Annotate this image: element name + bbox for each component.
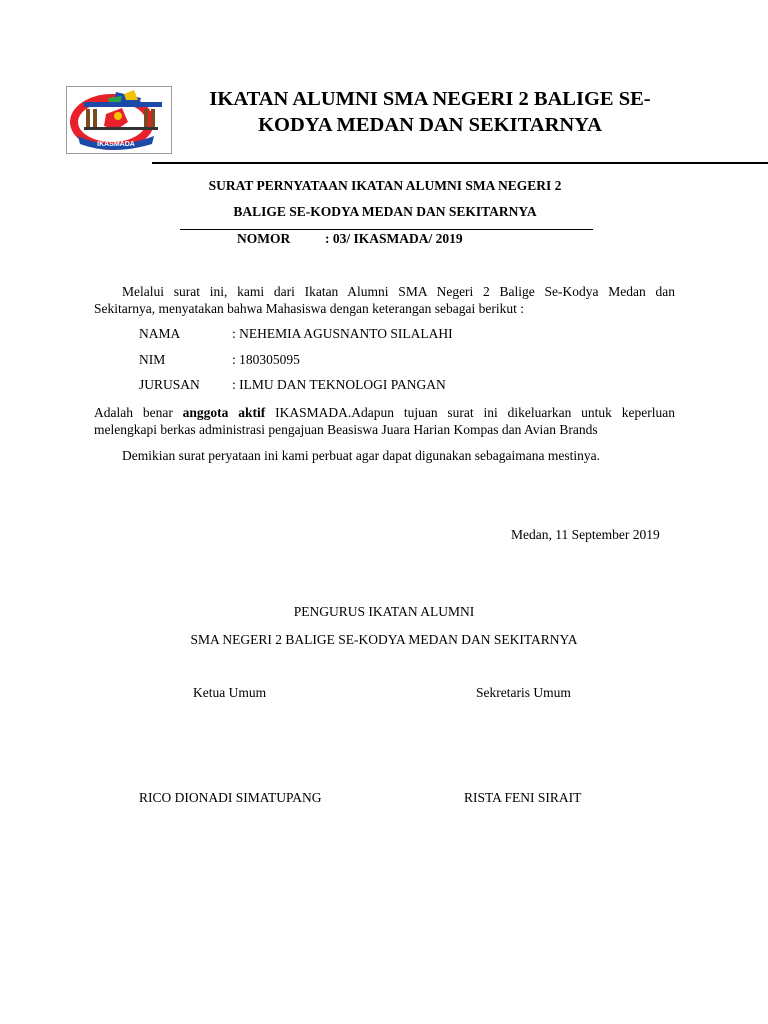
letter-heading-line-2: BALIGE SE-KODYA MEDAN DAN SEKITARNYA [233, 204, 537, 219]
logo-text: IKASMADA [97, 141, 135, 148]
title-line-2: KODYA MEDAN DAN SEKITARNYA [258, 114, 602, 136]
ikasmada-logo [66, 86, 172, 154]
field-label-jurusan: JURUSAN [139, 377, 200, 392]
organization-title [180, 86, 680, 138]
body-line-1 [94, 404, 675, 421]
closing-statement: Demikian surat peryataan ini kami perbuat agar dapat digunakan sebagaimana mestinya. [122, 448, 600, 463]
intro-paragraph [94, 283, 675, 317]
field-label-nama: NAMA [139, 326, 181, 341]
body-prefix: Adalah benar [94, 405, 183, 420]
body-rest: IKASMADA.Adapun tujuan surat ini dikeluarkan untuk keperluan [265, 405, 675, 420]
intro-line-2: Sekitarnya, menyatakan bahwa Mahasiswa dengan keterangan sebagai berikut : [94, 301, 524, 316]
field-value-nama: : NEHEMIA AGUSNANTO SILALAHI [232, 326, 453, 341]
place-date: Medan, 11 September 2019 [511, 527, 660, 542]
body-line-2: melengkapi berkas administrasi pengajuan Beasiswa Juara Harian Kompas dan Avian Brands [94, 422, 598, 437]
letter-number-label: NOMOR [237, 231, 291, 246]
intro-line-1: Melalui surat ini, kami dari Ikatan Alumni SMA Negeri 2 Balige Se-Kodya Medan dan [122, 284, 675, 299]
active-member-emphasis: anggota aktif [182, 405, 266, 420]
letter-heading-line-1: SURAT PERNYATAAN IKATAN ALUMNI SMA NEGERI 2 [208, 178, 562, 193]
header-divider [152, 162, 768, 164]
field-value-nim: : 180305095 [232, 352, 300, 367]
board-title-line-1: PENGURUS IKATAN ALUMNI [293, 604, 475, 619]
chairman-name: RICO DIONADI SIMATUPANG [139, 790, 322, 805]
logo-emblem [66, 86, 172, 154]
field-value-jurusan: : ILMU DAN TEKNOLOGI PANGAN [232, 377, 446, 392]
chairman-role: Ketua Umum [193, 685, 267, 700]
secretary-name: RISTA FENI SIRAIT [464, 790, 582, 805]
secretary-role: Sekretaris Umum [476, 685, 571, 700]
body-paragraph [94, 404, 675, 438]
field-label-nim: NIM [139, 352, 166, 367]
letter-number-value: : 03/ IKASMADA/ 2019 [325, 231, 463, 246]
board-title-line-2: SMA NEGERI 2 BALIGE SE-KODYA MEDAN DAN SEKITARNYA [190, 632, 578, 647]
title-line-1: IKATAN ALUMNI SMA NEGERI 2 BALIGE SE- [209, 88, 651, 110]
heading-underline [180, 229, 593, 230]
